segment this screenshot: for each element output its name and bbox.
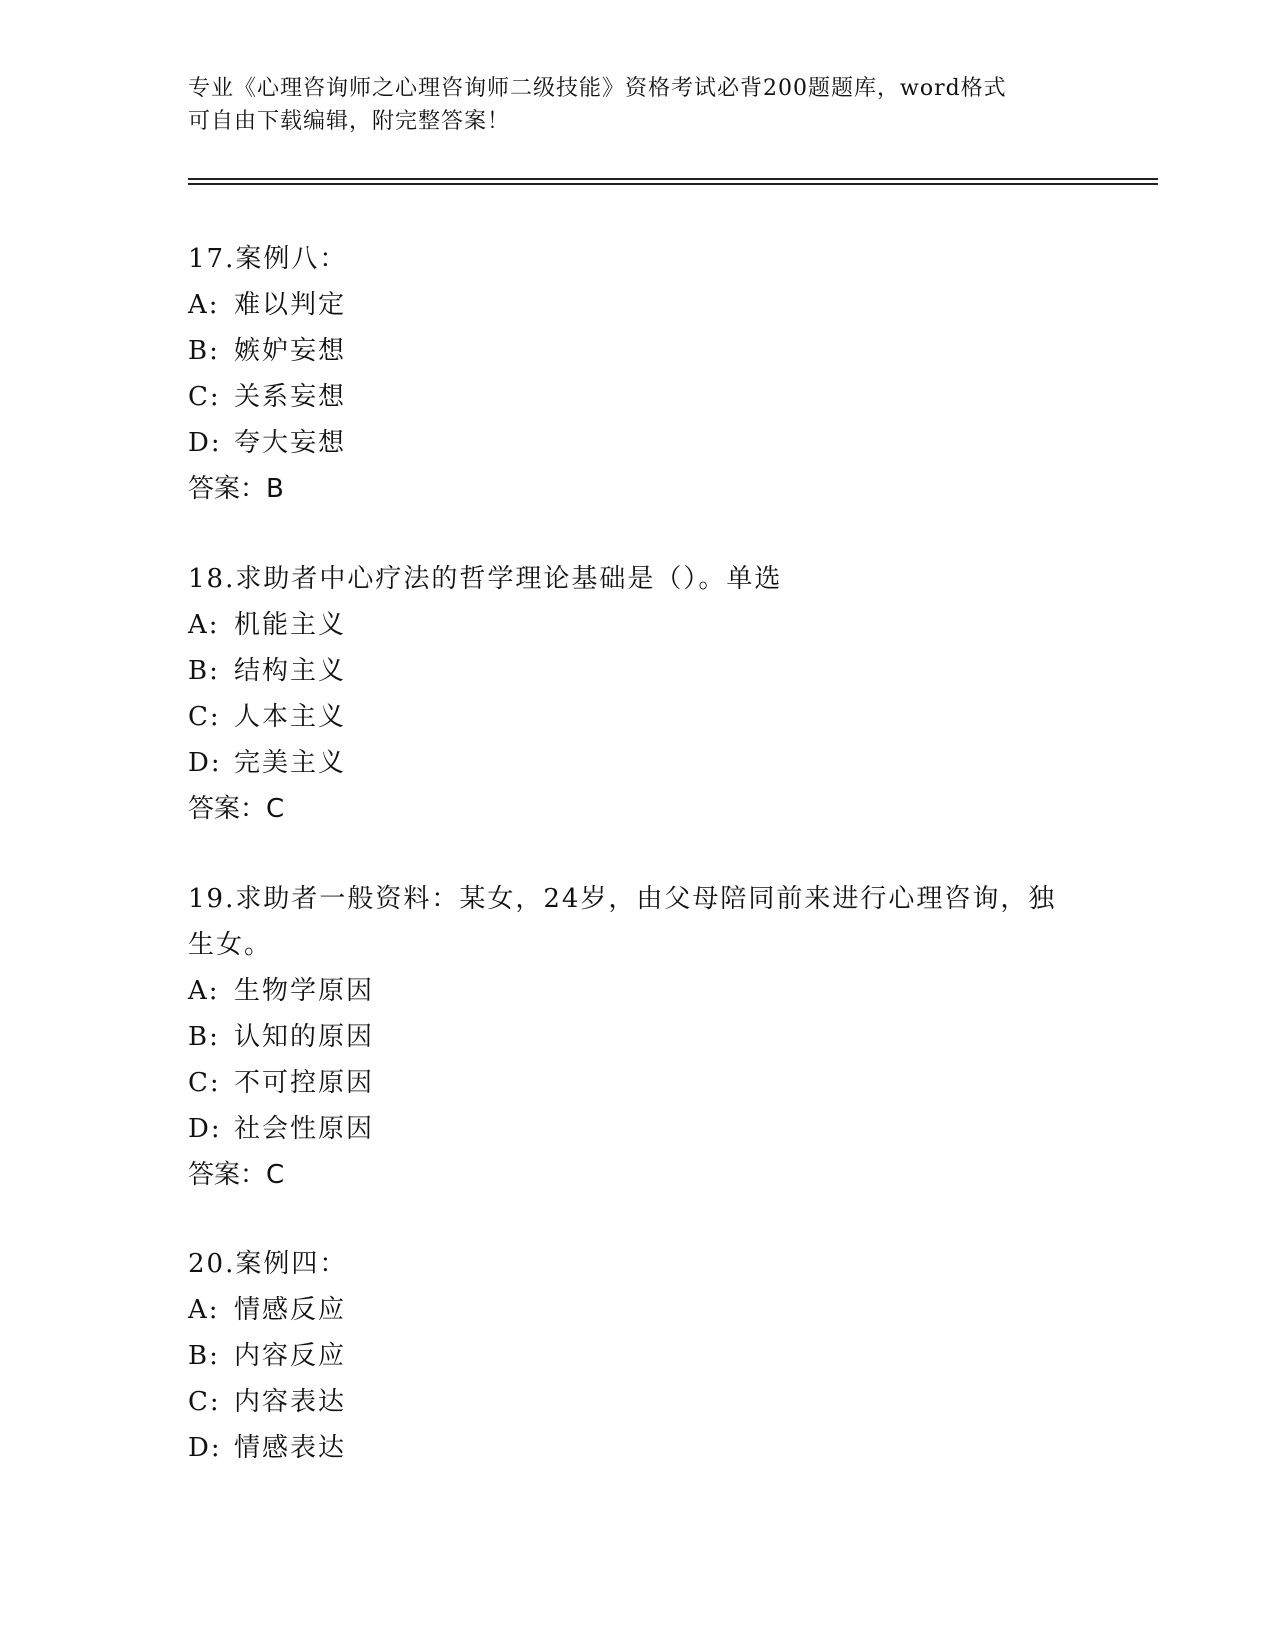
question-19 xyxy=(188,876,1088,1198)
option-text: 不可控原因 xyxy=(234,1068,375,1098)
question-stem: 20.案例四： xyxy=(188,1249,348,1279)
option-b xyxy=(188,648,1088,694)
question-17 xyxy=(188,236,1088,512)
option-text: 内容反应 xyxy=(234,1341,347,1371)
option-letter: A: xyxy=(188,610,220,640)
option-letter: B: xyxy=(188,1022,220,1052)
question-18 xyxy=(188,556,1088,832)
option-letter: C: xyxy=(188,1387,221,1417)
option-c xyxy=(188,1060,1088,1106)
option-d xyxy=(188,1425,1088,1471)
option-letter: C: xyxy=(188,702,221,732)
option-text: 关系妄想 xyxy=(234,382,347,412)
option-letter: A: xyxy=(188,976,220,1006)
question-stem-line-1: 19.求助者一般资料：某女，24岁，由父母陪同前来进行心理咨询，独 xyxy=(188,884,1057,914)
option-letter: D: xyxy=(188,1114,222,1144)
answer-key: 答案：C xyxy=(188,1160,285,1190)
option-d xyxy=(188,1106,1088,1152)
header-line-2: 可自由下载编辑，附完整答案！ xyxy=(188,109,511,134)
option-text: 社会性原因 xyxy=(234,1114,375,1144)
option-text: 生物学原因 xyxy=(234,976,375,1006)
header-divider-bottom xyxy=(188,183,1158,185)
option-d xyxy=(188,740,1088,786)
option-text: 机能主义 xyxy=(234,610,347,640)
option-a xyxy=(188,282,1088,328)
question-20 xyxy=(188,1241,1088,1471)
question-stem: 17.案例八： xyxy=(188,244,348,274)
option-a xyxy=(188,1287,1088,1333)
answer-key: 答案：C xyxy=(188,794,285,824)
option-text: 难以判定 xyxy=(234,290,347,320)
option-text: 人本主义 xyxy=(234,702,347,732)
option-a xyxy=(188,968,1088,1014)
option-letter: D: xyxy=(188,428,222,458)
option-b xyxy=(188,1014,1088,1060)
header-line-1: 专业《心理咨询师之心理咨询师二级技能》资格考试必背200题题库，word格式 xyxy=(188,76,1007,101)
option-text: 情感表达 xyxy=(234,1433,347,1463)
option-letter: A: xyxy=(188,1295,220,1325)
option-letter: B: xyxy=(188,1341,220,1371)
option-c xyxy=(188,374,1088,420)
option-c xyxy=(188,694,1088,740)
option-text: 内容表达 xyxy=(234,1387,347,1417)
document-header xyxy=(188,72,1088,138)
option-letter: B: xyxy=(188,336,220,366)
option-b xyxy=(188,328,1088,374)
option-d xyxy=(188,420,1088,466)
option-letter: C: xyxy=(188,1068,221,1098)
option-text: 夸大妄想 xyxy=(234,428,347,458)
question-stem-line-2: 生女。 xyxy=(188,930,273,960)
option-text: 结构主义 xyxy=(234,656,347,686)
answer-key: 答案：B xyxy=(188,474,284,504)
option-letter: D: xyxy=(188,1433,222,1463)
option-letter: A: xyxy=(188,290,220,320)
option-text: 认知的原因 xyxy=(234,1022,375,1052)
option-text: 情感反应 xyxy=(234,1295,347,1325)
option-b xyxy=(188,1333,1088,1379)
option-c xyxy=(188,1379,1088,1425)
option-letter: C: xyxy=(188,382,221,412)
option-letter: D: xyxy=(188,748,222,778)
option-text: 完美主义 xyxy=(234,748,347,778)
question-stem: 18.求助者中心疗法的哲学理论基础是（）。单选 xyxy=(188,564,783,594)
option-text: 嫉妒妄想 xyxy=(234,336,347,366)
header-divider-top xyxy=(188,178,1158,180)
option-a xyxy=(188,602,1088,648)
option-letter: B: xyxy=(188,656,220,686)
